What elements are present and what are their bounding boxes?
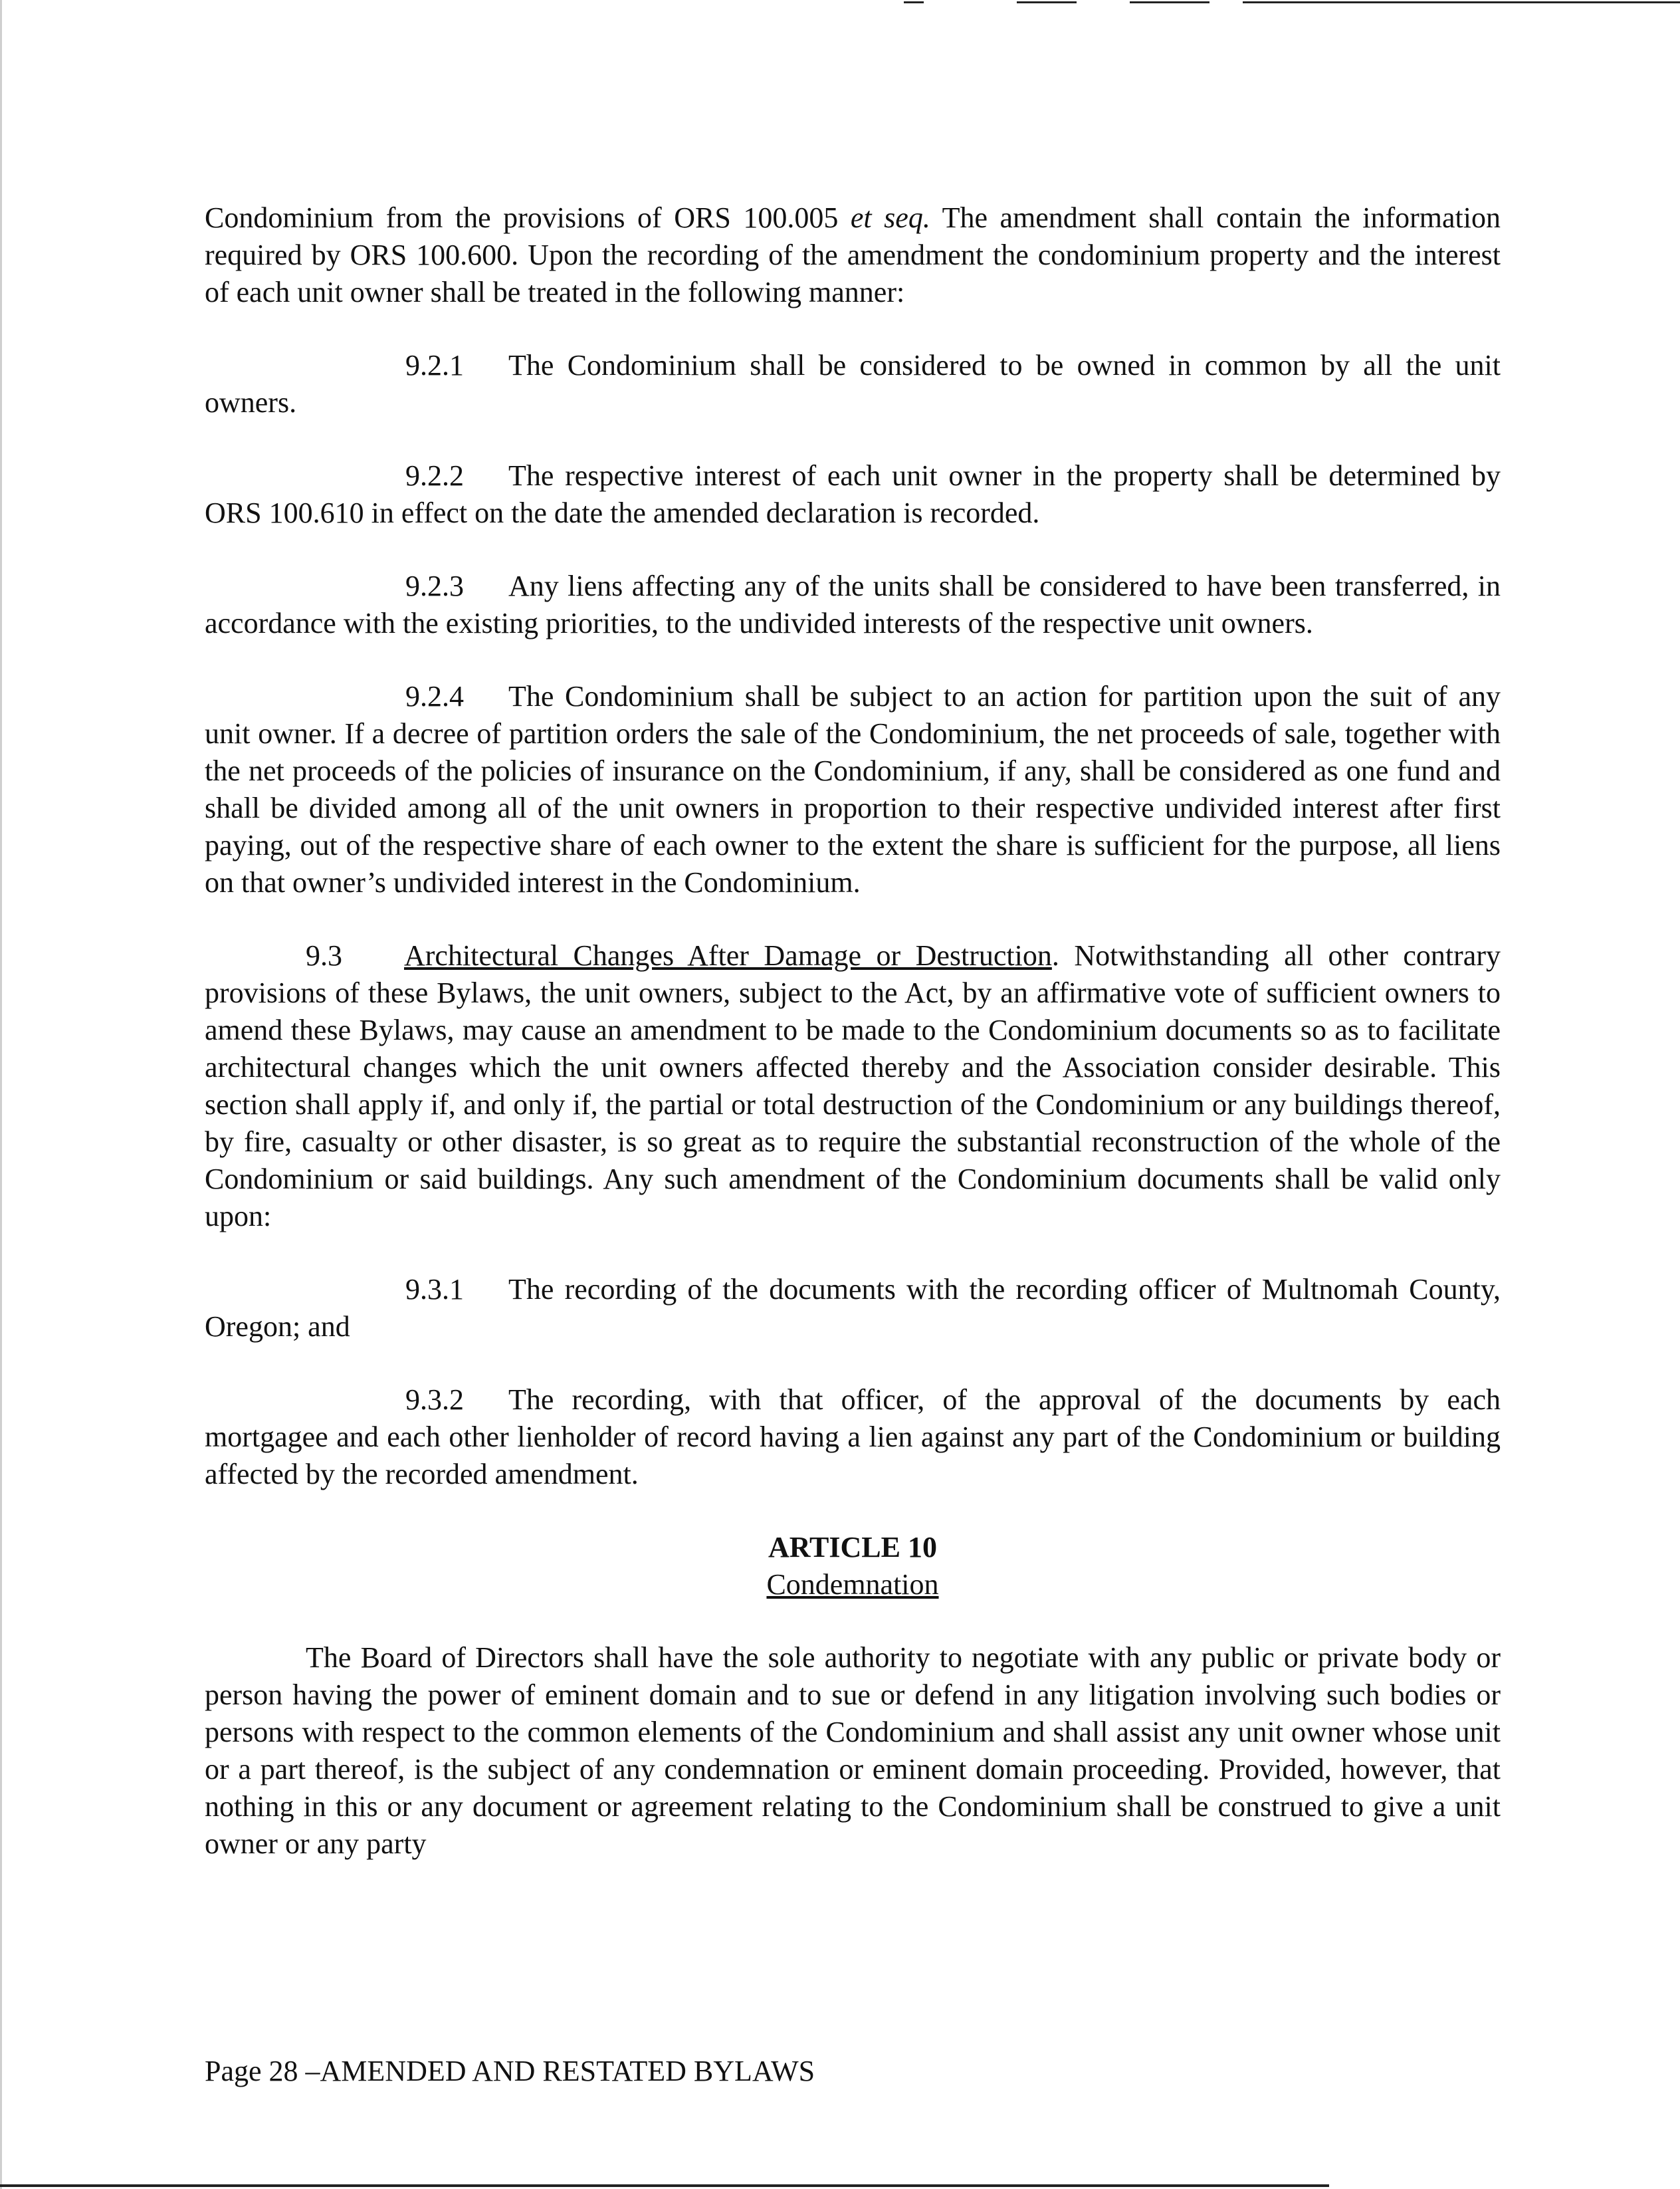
section-text: . Notwithstanding all other contrary provisions of these Bylaws, the unit owners, subject to the Act, by an affirmative vote of sufficient owners to amend these Bylaws, may cause an amendment to be made to the Condominium documents so as to facilitate architectural changes which the unit owners affected thereby and the Association consider desirable. This section shall apply if, and only if, the partial or total destruction of the Condominium or any buildings thereof, by fire, casualty or other disaster, is so great as to require the substantial reconstruction of the whole of the Condominium or said buildings. Any such amendment of the Condominium documents shall be valid only upon: — [205, 939, 1501, 1232]
section-9-3-2 — [205, 1381, 1501, 1493]
intro-italic-text: et seq. — [850, 201, 930, 234]
section-number: 9.2.3 — [405, 570, 464, 602]
intro-paragraph — [205, 199, 1501, 311]
intro-text-continued: The amendment shall contain the information required by ORS 100.600. Upon the recording of the amendment the condominium property and the interest of each unit owner shall be treated in the following manner: — [205, 201, 1501, 308]
article-title: ARTICLE 10 — [768, 1531, 937, 1563]
section-heading: Architectural Changes After Damage or Destruction — [404, 939, 1052, 972]
page-footer: Page 28 –AMENDED AND RESTATED BYLAWS — [205, 2055, 815, 2087]
section-text: Any liens affecting any of the units shall be considered to have been transferred, in accordance with the existing priorities, to the undivided interests of the respective unit owners. — [205, 570, 1501, 639]
article-subtitle: Condemnation — [766, 1568, 939, 1601]
scan-artifact-bottom-line — [0, 2184, 1329, 2187]
scan-artifact-top-line — [904, 1, 924, 3]
section-text: The Condominium shall be subject to an action for partition upon the suit of any unit owner. If a decree of partition orders the sale of the Condominium, the net proceeds of sale, together with the net proceeds of the policies of insurance on the Condominium, if any, shall be considered as one fund and shall be divided among all of the unit owners in proportion to their respective undivided interest after first paying, out of the respective share of each owner to the extent the share is sufficient for the purpose, all liens on that owner’s undivided interest in the Condominium. — [205, 680, 1501, 899]
document-body — [205, 199, 1501, 1863]
section-9-2-1 — [205, 347, 1501, 421]
section-number: 9.2.4 — [405, 680, 464, 713]
scan-artifact-top-line — [1017, 1, 1077, 3]
section-number: 9.2.1 — [405, 349, 464, 382]
section-number: 9.3 — [306, 939, 342, 972]
section-9-2-2 — [205, 457, 1501, 532]
section-9-2-3 — [205, 568, 1501, 642]
scan-artifact-left-edge — [0, 0, 2, 2189]
section-text: The recording of the documents with the recording officer of Multnomah County, Oregon; and — [205, 1273, 1501, 1343]
scan-artifact-top-line — [1130, 1, 1209, 3]
section-number: 9.3.2 — [405, 1383, 464, 1416]
section-number: 9.3.1 — [405, 1273, 464, 1306]
scan-artifact-top-line — [1243, 1, 1680, 3]
section-9-3 — [205, 937, 1501, 1235]
section-9-3-1 — [205, 1271, 1501, 1345]
section-number: 9.2.2 — [405, 459, 464, 492]
intro-text: Condominium from the provisions of ORS 100.005 — [205, 201, 851, 234]
section-9-2-4 — [205, 678, 1501, 901]
condemnation-paragraph: The Board of Directors shall have the sole authority to negotiate with any public or private body or person having the power of eminent domain and to sue or defend in any litigation involving such bodies or persons with respect to the common elements of the Condominium and shall assist any unit owner whose unit or a part thereof, is the subject of any condemnation or eminent domain proceeding. Provided, however, that nothing in this or any document or agreement relating to the Condominium shall be construed to give a unit owner or any party — [205, 1641, 1501, 1860]
article-heading — [205, 1529, 1501, 1603]
section-text: The recording, with that officer, of the approval of the documents by each mortgagee and each other lienholder of record having a lien against any part of the Condominium or building affected by the recorded amendment. — [205, 1383, 1501, 1490]
section-text: The Condominium shall be considered to be owned in common by all the unit owners. — [205, 349, 1501, 419]
section-text: The respective interest of each unit owner in the property shall be determined by ORS 100.610 in effect on the date the amended declaration is recorded. — [205, 459, 1501, 529]
